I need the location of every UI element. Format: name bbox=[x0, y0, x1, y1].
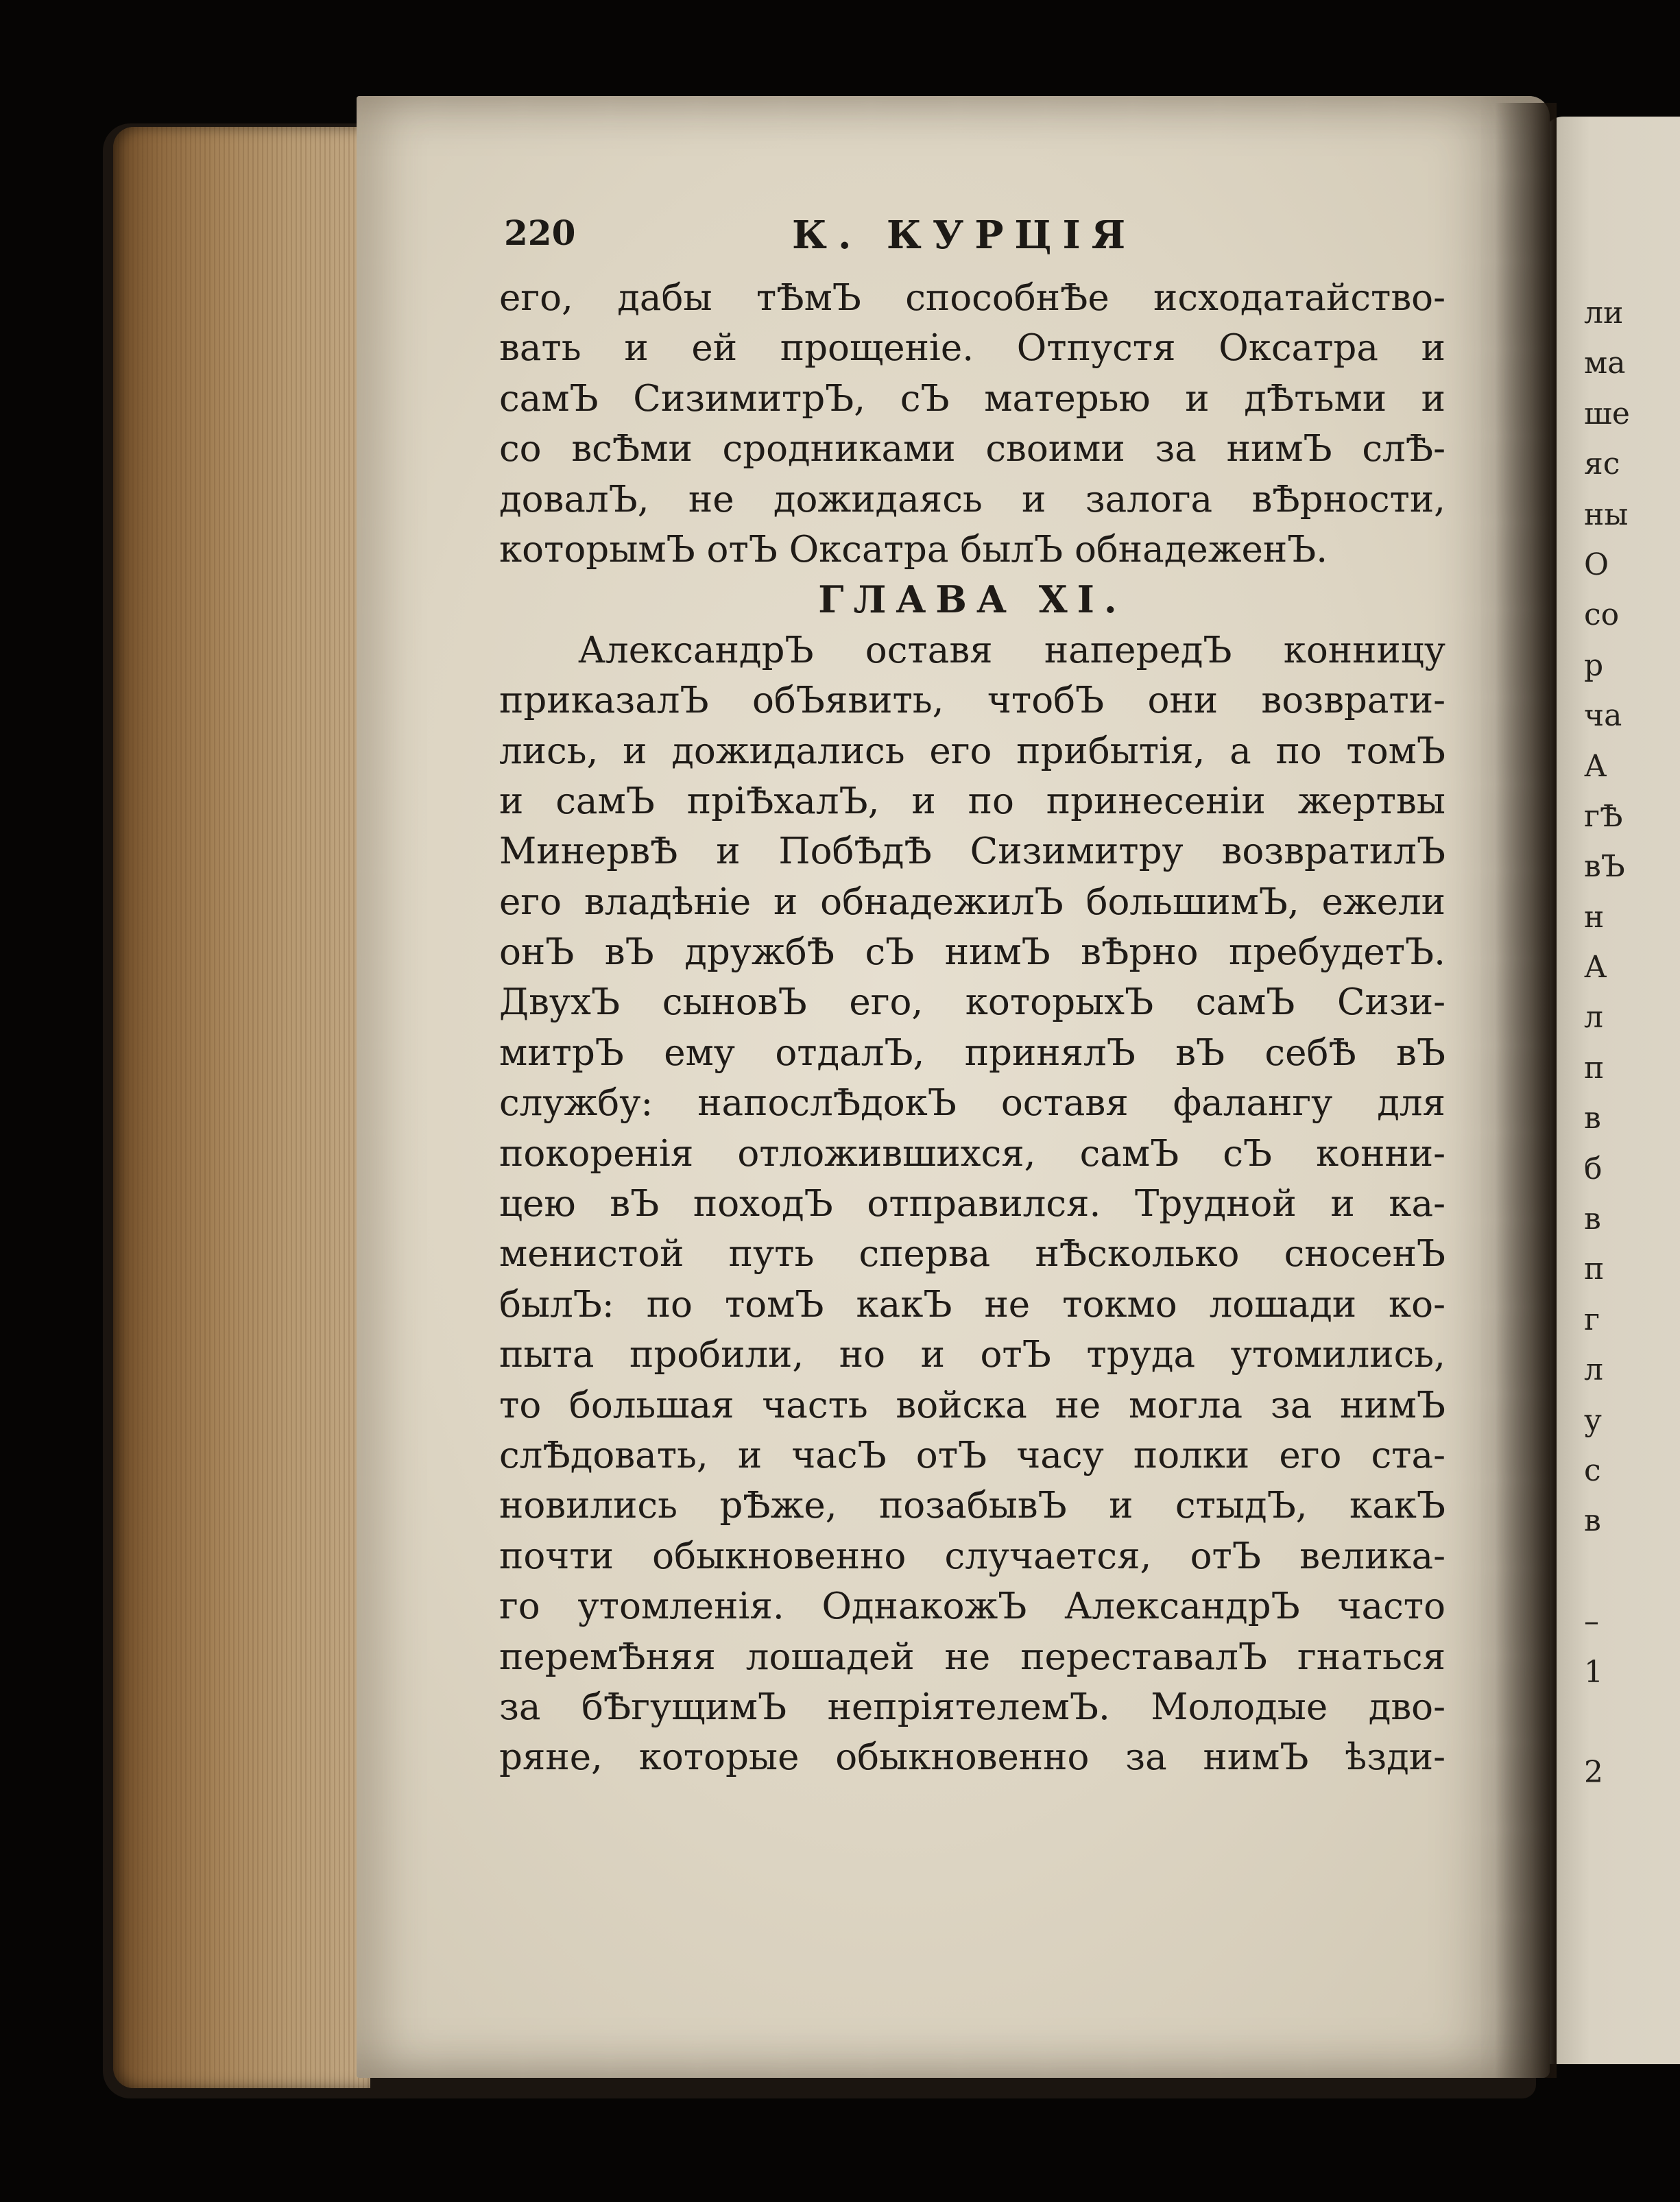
right-page-text bbox=[1584, 288, 1639, 1798]
right-page-fragment: в bbox=[1584, 1503, 1601, 1539]
right-page-fragment: б bbox=[1584, 1151, 1603, 1186]
running-head: К. КУРЦІЯ bbox=[792, 213, 1137, 258]
text-line: перемѢняя лошадей не переставалЪ гнаться bbox=[499, 1636, 1445, 1678]
right-page-fragment: 2 bbox=[1584, 1755, 1603, 1791]
right-page-fragment: ма bbox=[1584, 346, 1626, 381]
text-line: слѢдовать, и часЪ отЪ часу полки его ста- bbox=[499, 1434, 1445, 1476]
right-page-fragment: л bbox=[1584, 1352, 1603, 1388]
right-page-fragment bbox=[1584, 1546, 1639, 1596]
right-page-edge bbox=[1543, 117, 1680, 2064]
text-line: его владѣніе и обнадежилЪ большимЪ, ежели bbox=[499, 881, 1445, 923]
text-line: его, дабы тѢмЪ способнѢе исходатайство- bbox=[499, 277, 1445, 319]
gutter-shadow bbox=[1495, 103, 1557, 2078]
text-line: самЪ СизимитрЪ, сЪ матерью и дѢтьми и bbox=[499, 377, 1445, 420]
paragraph-2 bbox=[499, 625, 1445, 1783]
right-page-fragment: со bbox=[1584, 597, 1620, 633]
right-page-fragment: в bbox=[1584, 1101, 1601, 1136]
text-line: онЪ вЪ дружбѢ сЪ нимЪ вѢрно пребудетЪ. bbox=[499, 931, 1445, 974]
text-line: ряне, которые обыкновенно за нимЪ ѣзди- bbox=[499, 1736, 1445, 1779]
text-line: которымЪ отЪ Оксатра былЪ обнадеженЪ. bbox=[499, 528, 1328, 571]
page-header bbox=[504, 213, 1327, 258]
right-page-fragment: ше bbox=[1584, 396, 1630, 431]
text-line: за бѢгущимЪ непріятелемЪ. Молодые дво- bbox=[499, 1686, 1445, 1728]
right-page-fragment: вЪ bbox=[1584, 849, 1625, 885]
text-line: и самЪ пріѢхалЪ, и по принесеніи жертвы bbox=[499, 780, 1445, 822]
text-line: менистой путь сперва нѢсколько сносенЪ bbox=[499, 1233, 1445, 1276]
right-page-fragment: яс bbox=[1584, 446, 1620, 482]
text-line: службу: напослѢдокЪ оставя фалангу для bbox=[499, 1082, 1445, 1125]
chapter-title: ГЛАВА XI. bbox=[818, 577, 1127, 622]
text-line: ДвухЪ сыновЪ его, которыхЪ самЪ Сизи- bbox=[499, 981, 1445, 1024]
right-page-fragment: А bbox=[1584, 748, 1607, 784]
text-line: почти обыкновенно случается, отЪ велика- bbox=[499, 1535, 1445, 1577]
text-line: го утомленія. ОднакожЪ АлександрЪ часто bbox=[499, 1585, 1445, 1628]
paragraph-1 bbox=[499, 273, 1445, 575]
right-page-fragment: в bbox=[1584, 1201, 1601, 1237]
text-line: митрЪ ему отдалЪ, принялЪ вЪ себѢ вЪ bbox=[499, 1031, 1445, 1074]
text-line: цею вЪ походЪ отправился. Трудной и ка- bbox=[499, 1183, 1445, 1225]
page-number: 220 bbox=[504, 213, 576, 253]
text-line: былЪ: по томЪ какЪ не токмо лошади ко- bbox=[499, 1283, 1445, 1326]
right-page-fragment: ны bbox=[1584, 496, 1629, 532]
text-line: АлександрЪ оставя напередЪ конницу bbox=[578, 629, 1445, 671]
text-line: довалЪ, не дожидаясь и залога вѢрности, bbox=[499, 478, 1445, 520]
right-page-fragment: л bbox=[1584, 1000, 1603, 1036]
text-line: новились рѢже, позабывЪ и стыдЪ, какЪ bbox=[499, 1485, 1445, 1527]
right-page-fragment: п bbox=[1584, 1252, 1605, 1287]
right-page-fragment: п bbox=[1584, 1050, 1605, 1086]
right-page-fragment: г bbox=[1584, 1302, 1600, 1337]
text-line: лись, и дожидались его прибытія, а по томЪ bbox=[499, 730, 1445, 772]
text-line: со всѢми сродниками своими за нимЪ слѢ- bbox=[499, 428, 1445, 470]
right-page-fragment: р bbox=[1584, 647, 1604, 683]
text-line: покоренія отложившихся, самЪ сЪ конни- bbox=[499, 1132, 1445, 1175]
text-line: пыта пробили, но и отЪ труда утомились, bbox=[499, 1334, 1445, 1376]
right-page-fragment: – bbox=[1584, 1604, 1599, 1640]
right-page-fragment: гѢ bbox=[1584, 798, 1623, 834]
right-page-fragment: 1 bbox=[1584, 1654, 1603, 1690]
right-page-fragment: ча bbox=[1584, 698, 1622, 734]
page-text bbox=[499, 273, 1445, 1783]
right-page-fragment: О bbox=[1584, 547, 1609, 582]
text-line: приказалЪ обЪявить, чтобЪ они возврати- bbox=[499, 680, 1445, 722]
right-page-fragment: н bbox=[1584, 899, 1605, 935]
right-page-fragment: А bbox=[1584, 950, 1607, 985]
right-page-fragment: ли bbox=[1584, 296, 1624, 331]
page-edge bbox=[113, 127, 370, 2088]
text-line: вать и ей прощеніе. Отпустя Оксатра и bbox=[499, 327, 1445, 370]
right-page-fragment: у bbox=[1584, 1402, 1602, 1438]
text-line: то большая часть войска не могла за нимЪ bbox=[499, 1384, 1445, 1426]
text-line: МинервѢ и ПобѢдѢ Сизимитру возвратилЪ bbox=[499, 830, 1445, 873]
right-page-fragment: с bbox=[1584, 1452, 1601, 1488]
right-page-fragment bbox=[1584, 1697, 1639, 1747]
